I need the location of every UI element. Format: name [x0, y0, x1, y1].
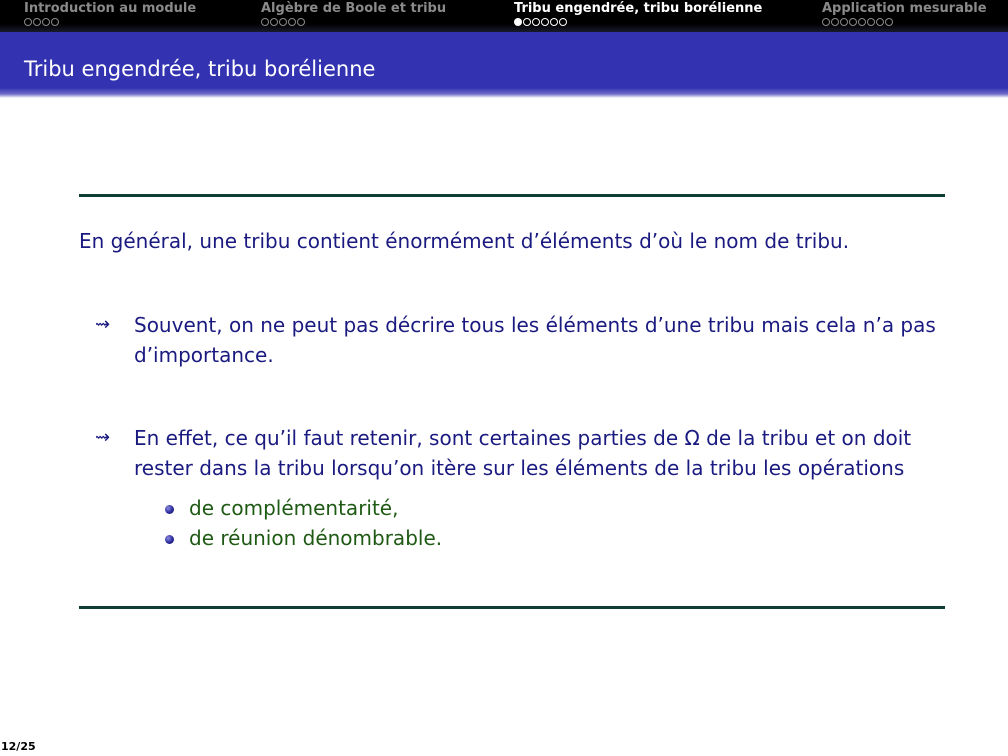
nav-frame-dot-icon[interactable] [876, 18, 884, 26]
nav-frame-dot-icon[interactable] [831, 18, 839, 26]
nav-section-label: Application mesurable [822, 1, 987, 16]
squiggly-arrow-icon: ⇝ [95, 314, 111, 335]
nav-section-application-mesurable[interactable] [822, 1, 987, 26]
sub-list-item-text: de réunion dénombrable. [189, 526, 443, 550]
nav-section-tribu-engendree[interactable] [514, 1, 762, 26]
sub-list-item-text: de complémentarité, [189, 496, 399, 520]
intro-text: En général, une tribu contient énormément d’éléments d’où le nom de tribu. [79, 229, 850, 253]
nav-frame-dot-icon[interactable] [297, 18, 305, 26]
nav-frame-dot-icon[interactable] [840, 18, 848, 26]
nav-frame-dot-icon[interactable] [24, 18, 32, 26]
nav-section-label: Tribu engendrée, tribu borélienne [514, 1, 763, 16]
nav-section-dots [514, 18, 762, 26]
nav-frame-dot-icon[interactable] [261, 18, 269, 26]
nav-section-introduction[interactable] [24, 1, 196, 26]
nav-frame-dot-icon[interactable] [514, 18, 522, 26]
frame-title-band [0, 32, 1008, 98]
sub-list-item [79, 523, 945, 553]
nav-frame-dot-icon[interactable] [550, 18, 558, 26]
nav-section-dots [261, 18, 446, 26]
sub-list-item [79, 493, 945, 523]
nav-frame-dot-icon[interactable] [532, 18, 540, 26]
list-item [79, 423, 945, 483]
block-bottom-rule [79, 606, 945, 609]
nav-frame-dot-icon[interactable] [270, 18, 278, 26]
page-number: 12/25 [1, 740, 36, 753]
nav-frame-dot-icon[interactable] [541, 18, 549, 26]
list-item-text: Souvent, on ne peut pas décrire tous les éléments d’une tribu mais cela n’a pas d’importance. [134, 313, 936, 367]
squiggly-arrow-icon: ⇝ [95, 427, 111, 448]
bullet-ball-icon [165, 505, 174, 514]
nav-section-label: Algèbre de Boole et tribu [261, 1, 447, 16]
bullet-ball-icon [165, 535, 174, 544]
nav-section-dots [822, 18, 987, 26]
slide-content [79, 226, 945, 553]
list-item-text: En effet, ce qu’il faut retenir, sont certaines parties de Ω de la tribu et on doit rester dans la tribu lorsqu’on itère sur les éléments de la tribu les opérations [134, 426, 912, 480]
nav-section-label: Introduction au module [24, 1, 197, 16]
section-navigation-bar [0, 0, 1008, 32]
nav-frame-dot-icon[interactable] [51, 18, 59, 26]
nav-frame-dot-icon[interactable] [849, 18, 857, 26]
frame-title: Tribu engendrée, tribu borélienne [24, 57, 376, 81]
nav-frame-dot-icon[interactable] [822, 18, 830, 26]
block-top-rule [79, 194, 945, 197]
nav-frame-dot-icon[interactable] [42, 18, 50, 26]
nav-frame-dot-icon[interactable] [885, 18, 893, 26]
nav-section-algebre[interactable] [261, 1, 446, 26]
nav-frame-dot-icon[interactable] [279, 18, 287, 26]
list-item [79, 310, 945, 370]
sub-list [79, 493, 945, 553]
nav-frame-dot-icon[interactable] [523, 18, 531, 26]
nav-section-dots [24, 18, 196, 26]
nav-frame-dot-icon[interactable] [288, 18, 296, 26]
nav-frame-dot-icon[interactable] [858, 18, 866, 26]
nav-frame-dot-icon[interactable] [33, 18, 41, 26]
nav-frame-dot-icon[interactable] [559, 18, 567, 26]
nav-frame-dot-icon[interactable] [867, 18, 875, 26]
